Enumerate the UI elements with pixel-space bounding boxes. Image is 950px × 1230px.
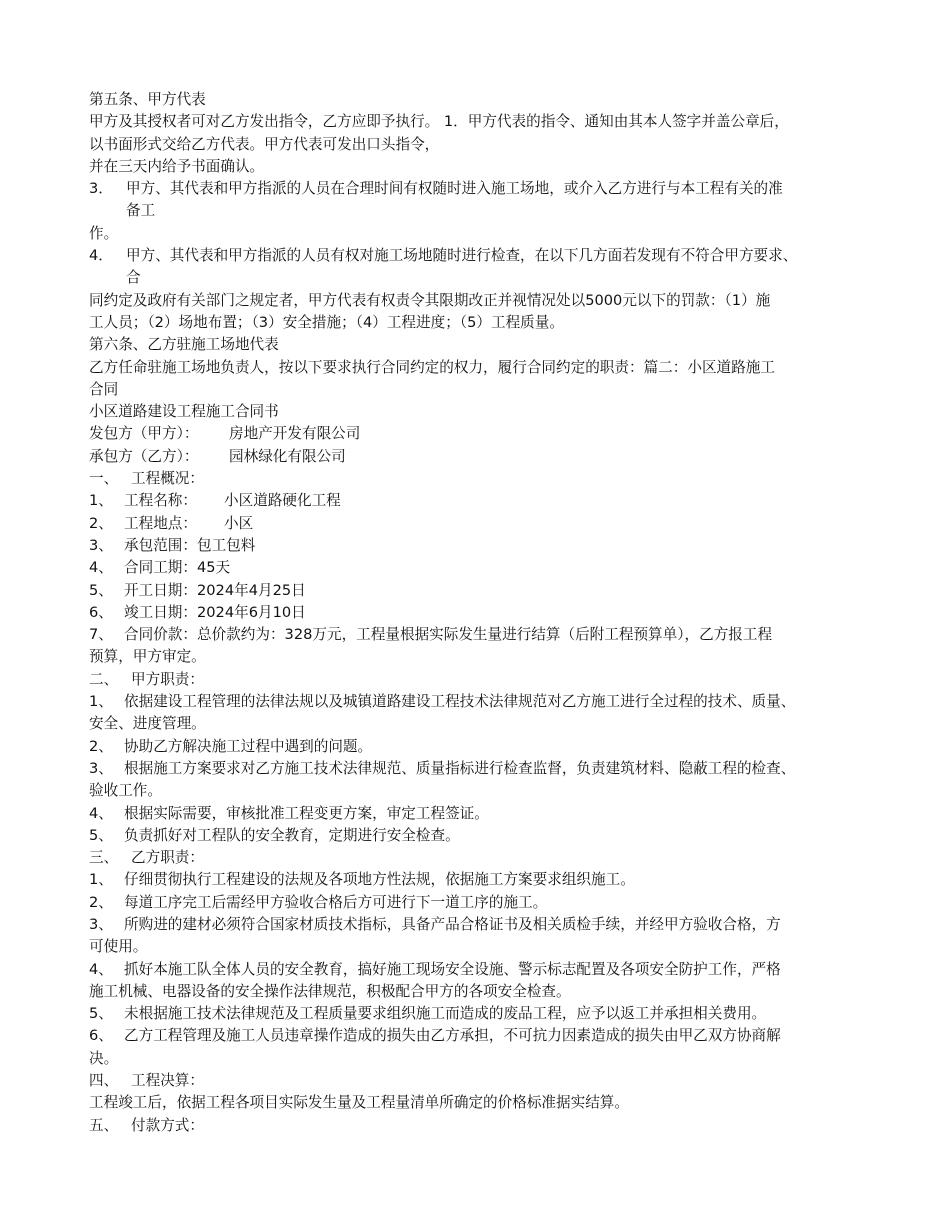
contract-title: 小区道路建设工程施工合同书 (89, 403, 279, 421)
list-item (89, 580, 871, 602)
section-title: 工程决算： (131, 1072, 204, 1090)
item-text: 抓好本施工队全体人员的安全教育，搞好施工现场安全设施、警示标志配置及各项安全防护工作，严格 (124, 960, 781, 978)
list-item (89, 691, 871, 713)
item-continuation: 预算，甲方审定。 (89, 648, 206, 666)
item-number: 3、 (89, 915, 113, 933)
list-item (89, 557, 871, 579)
item-key: 工程名称： (124, 492, 197, 510)
item-text: 竣工日期：2024年6月10日 (124, 603, 306, 621)
item-continuation: 决。 (89, 1049, 119, 1067)
list-item (89, 758, 871, 780)
item-number: 6、 (89, 1027, 113, 1045)
item-value: 小区 (224, 514, 254, 532)
list-item (89, 825, 871, 847)
item-text: 合同价款：总价款约为：328万元，工程量根据实际发生量进行结算（后附工程预算单），乙方报工程 (124, 626, 773, 644)
article-5-heading: 第五条、甲方代表 (89, 91, 206, 108)
clause-text: 甲方、其代表和甲方指派的人员有权对施工场地随时进行检查，在以下几方面若发现有不符合甲方要求、 (126, 247, 798, 265)
item-text: 所购进的建材必须符合国家材质技术指标，具备产品合格证书及相关质检手续，并经甲方验收合格，方 (124, 915, 781, 933)
list-item (89, 535, 871, 557)
list-item (89, 1025, 871, 1047)
item-continuation: 施工机械、电器设备的安全操作法律规范，积极配合甲方的各项安全检查。 (89, 982, 571, 1000)
paragraph-line: 乙方任命驻施工场地负责人，按以下要求执行合同约定的权力，履行合同约定的职责：篇二：小区道路施工 (89, 358, 775, 376)
clause-continuation: 合 (126, 269, 141, 287)
list-item (89, 624, 871, 646)
item-text: 每道工序完工后需经甲方验收合格后方可进行下一道工序的施工。 (124, 893, 548, 911)
item-number: 2、 (89, 737, 113, 755)
party-b-row (89, 446, 871, 468)
section-number: 一、 (89, 470, 119, 488)
item-value: 小区道路硬化工程 (224, 492, 341, 510)
section-number: 二、 (89, 670, 119, 688)
item-number: 4、 (89, 559, 113, 577)
paragraph-line: 甲方及其授权者可对乙方发出指令，乙方应即予执行。 1．甲方代表的指令、通知由其本人签字并盖公章后， (89, 113, 789, 131)
item-text: 承包范围：包工包料 (124, 536, 256, 554)
section-number: 四、 (89, 1072, 119, 1090)
list-item (89, 1003, 871, 1025)
section-heading (89, 468, 871, 490)
item-text: 合同工期：45天 (124, 559, 231, 577)
paragraph-line: 并在三天内给予书面确认。 (89, 157, 265, 175)
section-title: 乙方职责： (131, 849, 204, 867)
item-number: 4、 (89, 960, 113, 978)
section-title: 工程概况： (131, 470, 204, 488)
clause-number: 3． (89, 180, 113, 198)
party-b-value: 园林绿化有限公司 (229, 447, 346, 465)
clause-3 (89, 178, 871, 200)
item-text: 依据建设工程管理的法律法规以及城镇道路建设工程技术法律规范对乙方施工进行全过程的技术、质量、 (124, 693, 796, 711)
item-number: 3、 (89, 536, 113, 554)
item-number: 5、 (89, 1005, 113, 1023)
list-item (89, 736, 871, 758)
item-continuation: 安全、进度管理。 (89, 715, 206, 733)
item-text: 乙方工程管理及施工人员违章操作造成的损失由乙方承担，不可抗力因素造成的损失由甲乙双方协商解 (124, 1027, 781, 1045)
item-text: 开工日期：2024年4月25日 (124, 581, 306, 599)
item-number: 4、 (89, 804, 113, 822)
item-number: 1、 (89, 871, 113, 889)
list-item (89, 892, 871, 914)
item-text: 负责抓好对工程队的安全教育，定期进行安全检查。 (124, 826, 460, 844)
item-text: 根据施工方案要求对乙方施工技术法律规范、质量指标进行检查监督，负责建筑材料、隐蔽工程的检查、 (124, 759, 796, 777)
item-number: 5、 (89, 581, 113, 599)
item-text: 协助乙方解决施工过程中遇到的问题。 (124, 737, 373, 755)
section-number: 三、 (89, 849, 119, 867)
clause-4 (89, 245, 871, 267)
item-number: 2、 (89, 514, 113, 532)
list-item (89, 490, 871, 512)
item-number: 6、 (89, 603, 113, 621)
list-item (89, 602, 871, 624)
section-heading (89, 847, 871, 869)
article-6-heading: 第六条、乙方驻施工场地代表 (89, 336, 279, 354)
list-item (89, 869, 871, 891)
clause-text: 甲方、其代表和甲方指派的人员在合理时间有权随时进入施工场地，或介入乙方进行与本工程有关的准 (126, 180, 783, 198)
item-continuation: 验收工作。 (89, 782, 162, 800)
item-number: 1、 (89, 693, 113, 711)
section-number: 五、 (89, 1116, 119, 1134)
section-heading (89, 1115, 871, 1137)
list-item (89, 803, 871, 825)
section-heading (89, 1070, 871, 1092)
section-heading (89, 669, 871, 691)
item-continuation: 可使用。 (89, 938, 148, 956)
paragraph-line: 合同 (89, 380, 119, 398)
item-text: 根据实际需要，审核批准工程变更方案，审定工程签证。 (124, 804, 489, 822)
item-number: 3、 (89, 759, 113, 777)
document-page (89, 89, 871, 1137)
item-key: 工程地点： (124, 514, 197, 532)
list-item (89, 513, 871, 535)
party-b-label: 承包方（乙方）： (89, 447, 199, 465)
section-title: 付款方式： (131, 1116, 204, 1134)
paragraph-line: 工人员；（2）场地布置；（3）安全措施；（4）工程进度；（5）工程质量。 (89, 313, 564, 331)
item-text: 未根据施工技术法律规范及工程质量要求组织施工而造成的废品工程，应予以返工并承担相关费用。 (124, 1005, 767, 1023)
clause-continuation: 备工 (126, 202, 156, 220)
list-item (89, 959, 871, 981)
paragraph-line: 工程竣工后，依据工程各项目实际发生量及工程量清单所确定的价格标准据实结算。 (89, 1094, 629, 1112)
item-number: 1、 (89, 492, 113, 510)
paragraph-line: 同约定及政府有关部门之规定者，甲方代表有权责令其限期改正并视情况处以5000元以下的罚款：（1）施 (89, 291, 771, 309)
item-number: 7、 (89, 626, 113, 644)
clause-number: 4． (89, 247, 113, 265)
party-a-value: 房地产开发有限公司 (229, 425, 361, 443)
paragraph-line: 以书面形式交给乙方代表。甲方代表可发出口头指令， (89, 135, 440, 153)
party-a-row (89, 423, 871, 445)
item-text: 仔细贯彻执行工程建设的法规及各项地方性法规，依据施工方案要求组织施工。 (124, 871, 635, 889)
item-number: 5、 (89, 826, 113, 844)
list-item (89, 914, 871, 936)
paragraph-line: 作。 (89, 224, 119, 242)
party-a-label: 发包方（甲方）： (89, 425, 199, 443)
section-title: 甲方职责： (131, 670, 204, 688)
item-number: 2、 (89, 893, 113, 911)
